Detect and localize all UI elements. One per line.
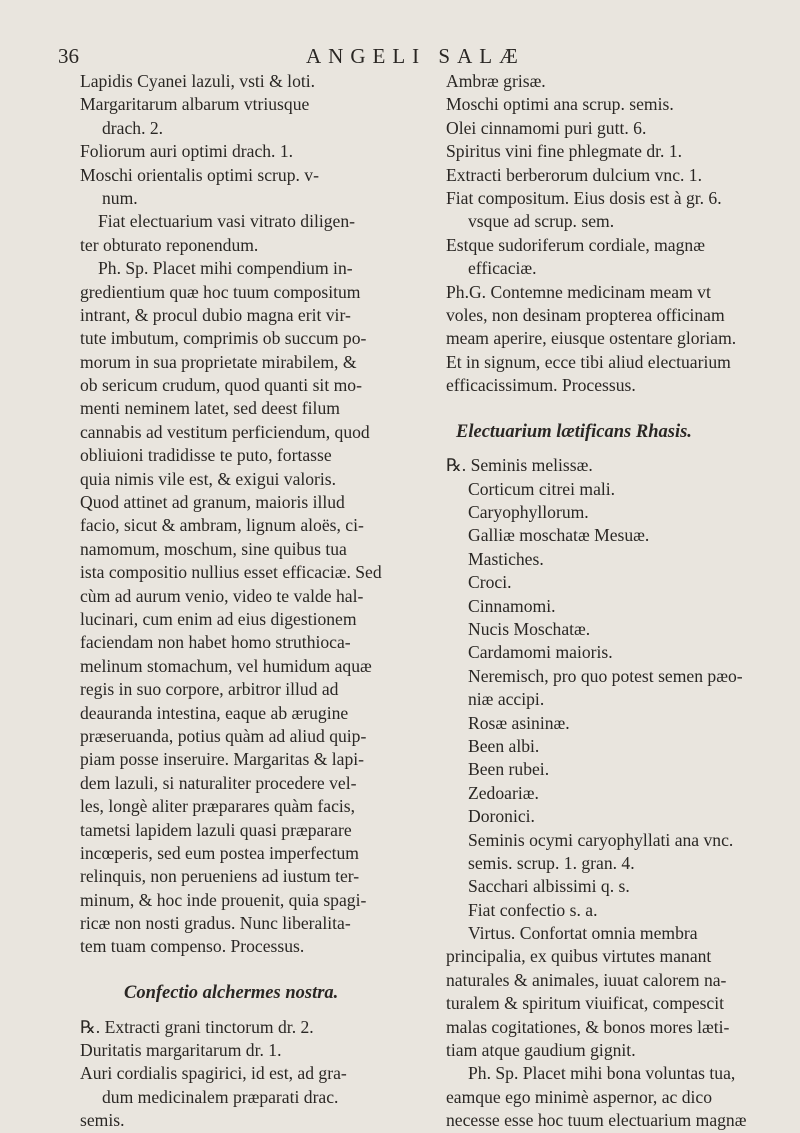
text-line: incœperis, sed eum postea imperfectum (80, 842, 359, 863)
text-line: Ph. Sp. Placet mihi compendium in- (98, 258, 353, 279)
recipe-list (446, 454, 772, 922)
text-line: Galliæ moschatæ Mesuæ. (468, 525, 650, 546)
text-line: Auri cordialis spagirici, id est, ad gra- (80, 1063, 347, 1084)
virtus-paragraph (446, 922, 772, 1133)
text-line: Estque sudoriferum cordiale, magnæ (446, 234, 705, 255)
spacer (446, 444, 772, 454)
text-line: ob sericum crudum, quod quanti sit mo- (80, 375, 362, 396)
text-line: Sacchari albissimi q. s. (468, 876, 630, 897)
text-line: vsque ad scrup. sem. (468, 211, 615, 232)
text-line: Ambræ grisæ. (446, 71, 546, 91)
text-line: Zedoariæ. (468, 782, 539, 803)
text-line: Foliorum auri optimi drach. 1. (80, 141, 294, 162)
dialogue-paragraph (446, 281, 772, 398)
text-line: ter obturato reponendum. (80, 234, 259, 255)
text-line: meam aperire, eiusque ostentare gloriam. (446, 328, 737, 349)
text-line: præseruanda, potius quàm ad aliud quip- (80, 725, 367, 746)
text-line: tametsi lapidem lazuli quasi præparare (80, 819, 352, 840)
text-line: Cardamomi maioris. (468, 642, 613, 663)
text-line: dum medicinalem præparati drac. (102, 1086, 339, 1107)
text-line: ista compositio nullius esset efficaciæ. Sed (80, 562, 382, 583)
text-line: necesse esse hoc tuum electuarium magnæ (446, 1110, 747, 1131)
text-line: Fiat confectio s. a. (468, 899, 598, 920)
text-line: Quod attinet ad granum, maioris illud (80, 492, 345, 513)
text-line: Olei cinnamomi puri gutt. 6. (446, 117, 647, 138)
text-line: Duritatis margaritarum dr. 1. (80, 1040, 282, 1061)
text-line: Rosæ asininæ. (468, 712, 570, 733)
text-line: ℞. Seminis melissæ. (446, 455, 593, 476)
text-line: ricæ non nosti gradus. Nunc liberalita- (80, 913, 351, 934)
text-line: Fiat compositum. Eius dosis est à gr. 6. (446, 187, 722, 208)
text-line: lucinari, cum enim ad eius digestionem (80, 608, 357, 629)
text-line: facio, sicut & ambram, lignum aloës, ci- (80, 515, 364, 536)
text-line: Mastiches. (468, 548, 544, 569)
text-line: cùm ad aurum venio, video te valde hal- (80, 585, 364, 606)
spacer (446, 397, 772, 420)
text-line: namomum, moschum, sine quibus tua (80, 538, 347, 559)
spacer (80, 1006, 425, 1016)
text-line: gredientium quæ hoc tuum compositum (80, 281, 361, 302)
text-line: piam posse inseruire. Margaritas & lapi- (80, 749, 365, 770)
text-line: Croci. (468, 572, 512, 593)
text-line: turalem & spiritum viuificat, compescit (446, 993, 725, 1014)
text-line: tiam atque gaudium gignit. (446, 1040, 636, 1061)
text-line: faciendam non habet homo struthioca- (80, 632, 351, 653)
section-heading-confectio: Confectio alchermes nostra. (124, 983, 339, 1004)
text-line: num. (102, 187, 138, 208)
text-line: intrant, & procul dubio magna erit vir- (80, 304, 351, 325)
ingredient-list-continued (446, 70, 772, 281)
left-column (80, 70, 425, 1133)
text-line: efficacissimum. Processus. (446, 375, 636, 396)
text-line: Been albi. (468, 735, 540, 756)
spacer (80, 959, 425, 982)
text-line: efficaciæ. (468, 258, 537, 279)
text-line: drach. 2. (102, 117, 164, 138)
text-line: Fiat electuarium vasi vitrato diligen- (98, 211, 355, 232)
text-line: eamque ego minimè aspernor, ac dico (446, 1086, 713, 1107)
text-line: minum, & hoc inde prouenit, quia spagi- (80, 889, 367, 910)
text-line: Corticum citrei mali. (468, 478, 616, 499)
text-line: melinum stomachum, vel humidum aquæ (80, 655, 372, 676)
text-line: Extracti berberorum dulcium vnc. 1. (446, 164, 703, 185)
text-line: deauranda intestina, eaque ab ærugine (80, 702, 349, 723)
dialogue-paragraph (80, 257, 425, 959)
text-line: ℞. Extracti grani tinctorum dr. 2. (80, 1016, 314, 1037)
text-line: tem tuam compenso. Processus. (80, 936, 305, 957)
text-line: Ph.G. Contemne medicinam meam vt (446, 281, 711, 302)
text-line: naturales & animales, iuuat calorem na- (446, 969, 727, 990)
text-line: Virtus. Confortat omnia membra (468, 923, 698, 944)
text-line: tute imbutum, comprimis ob succum po- (80, 328, 367, 349)
running-head: ANGELI SALÆ (306, 44, 525, 68)
text-line: Neremisch, pro quo potest semen pæo- (468, 665, 743, 686)
text-line: dem lazuli, si naturaliter procedere vel- (80, 772, 357, 793)
right-column (446, 70, 772, 1133)
preparation-instruction (80, 210, 425, 257)
recipe-list (80, 1016, 425, 1133)
text-line: Caryophyllorum. (468, 502, 589, 523)
text-line: menti neminem latet, sed deest filum (80, 398, 340, 419)
text-line: Nucis Moschatæ. (468, 618, 591, 639)
text-line: Moschi orientalis optimi scrup. v- (80, 164, 319, 185)
text-line: regis in suo corpore, arbitror illud ad (80, 679, 339, 700)
text-line: niæ accipi. (468, 689, 545, 710)
ingredient-list-continued (80, 70, 425, 210)
text-line: Been rubei. (468, 759, 550, 780)
text-line: morum in sua proprietate mirabilem, & (80, 351, 357, 372)
text-line: relinquis, non perueniens ad iustum ter- (80, 866, 360, 887)
text-line: semis. scrup. 1. gran. 4. (468, 852, 635, 873)
text-line: Spiritus vini fine phlegmate dr. 1. (446, 141, 683, 162)
text-line: les, longè aliter præparares quàm facis, (80, 796, 356, 817)
text-line: obliuioni tradidisse te puto, fortasse (80, 445, 332, 466)
text-line: principalia, ex quibus virtutes manant (446, 946, 712, 967)
section-heading-electuarium: Electuarium lætificans Rhasis. (456, 421, 692, 442)
page-header (58, 42, 768, 72)
text-line: Seminis ocymi caryophyllati ana vnc. (468, 829, 734, 850)
text-line: voles, non desinam propterea officinam (446, 304, 725, 325)
text-line: semis. (80, 1110, 125, 1131)
text-line: Doronici. (468, 806, 535, 827)
text-line: Lapidis Cyanei lazuli, vsti & loti. (80, 71, 316, 91)
text-line: Et in signum, ecce tibi aliud electuarium (446, 351, 731, 372)
text-line: cannabis ad vestitum perficiendum, quod (80, 421, 370, 442)
page-number: 36 (58, 44, 79, 68)
text-line: Margaritarum albarum vtriusque (80, 94, 310, 115)
text-line: Cinnamomi. (468, 595, 556, 616)
text-line: Ph. Sp. Placet mihi bona voluntas tua, (468, 1063, 736, 1084)
text-line: malas cogitationes, & bonos mores læti- (446, 1016, 730, 1037)
text-line: Moschi optimi ana scrup. semis. (446, 94, 674, 115)
text-line: quia nimis vile est, & exigui valoris. (80, 468, 337, 489)
